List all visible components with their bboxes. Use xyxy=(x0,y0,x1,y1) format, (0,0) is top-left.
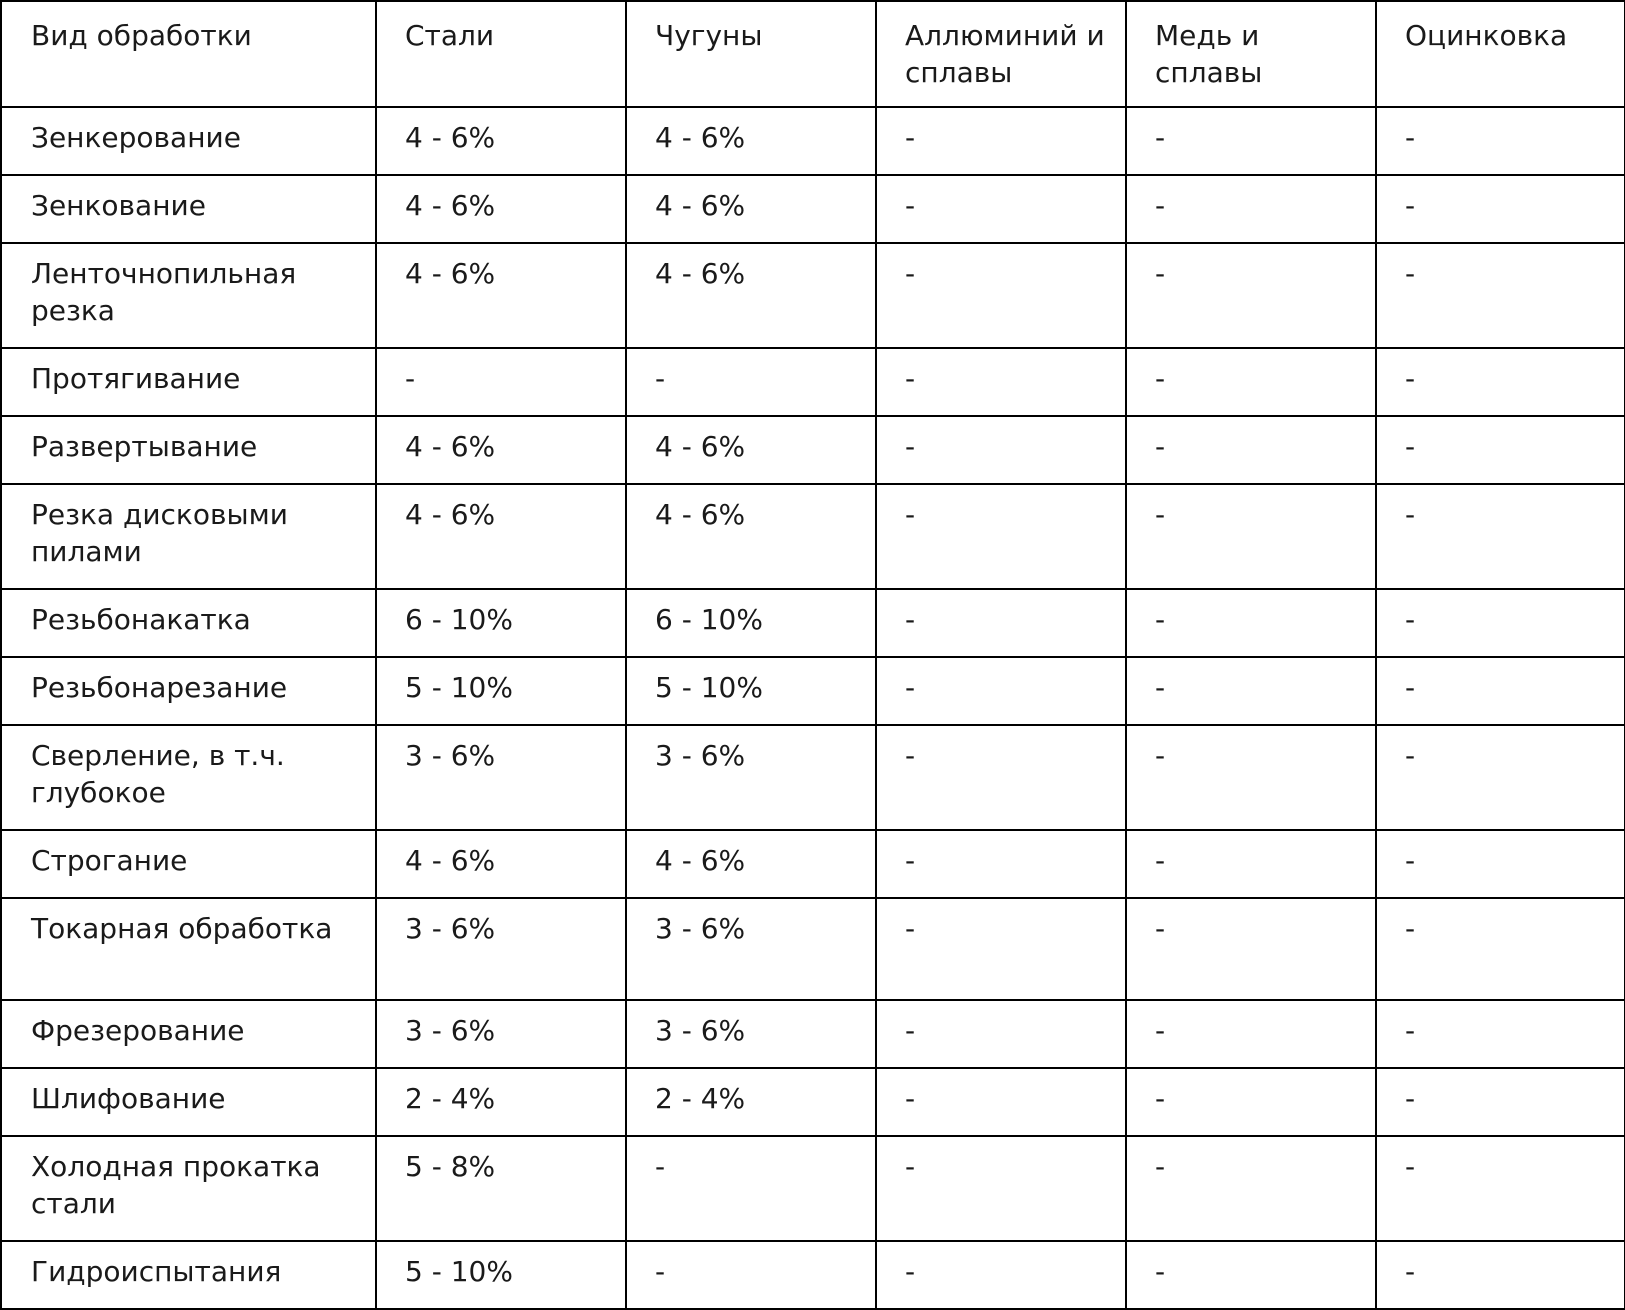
cell-cast-irons: 3 - 6% xyxy=(626,1000,876,1068)
cell-cast-irons: 4 - 6% xyxy=(626,416,876,484)
cell-galvanizing: - xyxy=(1376,1000,1625,1068)
cell-processing-type: Протягивание xyxy=(1,348,376,416)
cell-galvanizing: - xyxy=(1376,657,1625,725)
cell-copper-alloys: - xyxy=(1126,725,1376,830)
cell-copper-alloys: - xyxy=(1126,1241,1376,1309)
cell-processing-type: Строгание xyxy=(1,830,376,898)
table-row xyxy=(1,243,1625,348)
cell-cast-irons: 4 - 6% xyxy=(626,830,876,898)
table-row xyxy=(1,348,1625,416)
cell-copper-alloys: - xyxy=(1126,107,1376,175)
cell-galvanizing: - xyxy=(1376,589,1625,657)
cell-processing-type: Холодная прокатка стали xyxy=(1,1136,376,1241)
table-row xyxy=(1,416,1625,484)
cell-copper-alloys: - xyxy=(1126,830,1376,898)
cell-galvanizing: - xyxy=(1376,1068,1625,1136)
cell-copper-alloys: - xyxy=(1126,416,1376,484)
cell-copper-alloys: - xyxy=(1126,243,1376,348)
cell-aluminium-alloys: - xyxy=(876,830,1126,898)
cell-galvanizing: - xyxy=(1376,107,1625,175)
header-processing-type: Вид обработки xyxy=(1,1,376,107)
header-galvanizing: Оцинковка xyxy=(1376,1,1625,107)
cell-steels: - xyxy=(376,348,626,416)
cell-steels: 6 - 10% xyxy=(376,589,626,657)
cell-copper-alloys: - xyxy=(1126,1068,1376,1136)
cell-processing-type: Сверление, в т.ч. глубокое xyxy=(1,725,376,830)
cell-steels: 4 - 6% xyxy=(376,484,626,589)
table-row xyxy=(1,175,1625,243)
cell-aluminium-alloys: - xyxy=(876,416,1126,484)
cell-aluminium-alloys: - xyxy=(876,243,1126,348)
cell-galvanizing: - xyxy=(1376,898,1625,1000)
cell-aluminium-alloys: - xyxy=(876,898,1126,1000)
table-row xyxy=(1,1068,1625,1136)
cell-steels: 3 - 6% xyxy=(376,898,626,1000)
cell-processing-type: Ленточнопильная резка xyxy=(1,243,376,348)
cell-galvanizing: - xyxy=(1376,416,1625,484)
cell-aluminium-alloys: - xyxy=(876,1000,1126,1068)
cell-cast-irons: 5 - 10% xyxy=(626,657,876,725)
header-aluminium-alloys: Аллюминий и сплавы xyxy=(876,1,1126,107)
cell-steels: 5 - 10% xyxy=(376,657,626,725)
cell-processing-type: Шлифование xyxy=(1,1068,376,1136)
cell-steels: 5 - 10% xyxy=(376,1241,626,1309)
table-row xyxy=(1,1136,1625,1241)
cell-copper-alloys: - xyxy=(1126,1000,1376,1068)
table-row xyxy=(1,484,1625,589)
table-row xyxy=(1,725,1625,830)
cell-processing-type: Развертывание xyxy=(1,416,376,484)
header-copper-alloys: Медь и сплавы xyxy=(1126,1,1376,107)
cell-aluminium-alloys: - xyxy=(876,1241,1126,1309)
table-row xyxy=(1,1000,1625,1068)
table-row xyxy=(1,830,1625,898)
cell-galvanizing: - xyxy=(1376,243,1625,348)
cell-copper-alloys: - xyxy=(1126,175,1376,243)
cell-aluminium-alloys: - xyxy=(876,1136,1126,1241)
table-row xyxy=(1,1241,1625,1309)
header-cast-irons: Чугуны xyxy=(626,1,876,107)
cell-galvanizing: - xyxy=(1376,348,1625,416)
cell-cast-irons: - xyxy=(626,1241,876,1309)
header-row xyxy=(1,1,1625,107)
cell-cast-irons: - xyxy=(626,1136,876,1241)
cell-processing-type: Резьбонарезание xyxy=(1,657,376,725)
cell-processing-type: Гидроиспытания xyxy=(1,1241,376,1309)
cell-aluminium-alloys: - xyxy=(876,657,1126,725)
cell-steels: 4 - 6% xyxy=(376,416,626,484)
cell-steels: 4 - 6% xyxy=(376,830,626,898)
table-row xyxy=(1,657,1625,725)
cell-cast-irons: 4 - 6% xyxy=(626,107,876,175)
cell-galvanizing: - xyxy=(1376,175,1625,243)
cell-galvanizing: - xyxy=(1376,484,1625,589)
cell-cast-irons: 4 - 6% xyxy=(626,484,876,589)
cell-copper-alloys: - xyxy=(1126,657,1376,725)
cell-processing-type: Токарная обработка xyxy=(1,898,376,1000)
cell-processing-type: Зенкерование xyxy=(1,107,376,175)
cell-galvanizing: - xyxy=(1376,1136,1625,1241)
cell-processing-type: Резка дисковыми пилами xyxy=(1,484,376,589)
cell-aluminium-alloys: - xyxy=(876,107,1126,175)
cell-cast-irons: - xyxy=(626,348,876,416)
cell-aluminium-alloys: - xyxy=(876,175,1126,243)
cell-copper-alloys: - xyxy=(1126,589,1376,657)
cell-steels: 5 - 8% xyxy=(376,1136,626,1241)
cell-copper-alloys: - xyxy=(1126,1136,1376,1241)
table-row xyxy=(1,589,1625,657)
table-row xyxy=(1,898,1625,1000)
cell-steels: 2 - 4% xyxy=(376,1068,626,1136)
cell-steels: 4 - 6% xyxy=(376,107,626,175)
cell-copper-alloys: - xyxy=(1126,898,1376,1000)
cell-steels: 3 - 6% xyxy=(376,725,626,830)
cell-copper-alloys: - xyxy=(1126,484,1376,589)
cell-aluminium-alloys: - xyxy=(876,725,1126,830)
cell-galvanizing: - xyxy=(1376,1241,1625,1309)
cell-processing-type: Зенкование xyxy=(1,175,376,243)
cell-aluminium-alloys: - xyxy=(876,1068,1126,1136)
cell-cast-irons: 6 - 10% xyxy=(626,589,876,657)
cell-cast-irons: 2 - 4% xyxy=(626,1068,876,1136)
cell-aluminium-alloys: - xyxy=(876,484,1126,589)
cell-aluminium-alloys: - xyxy=(876,589,1126,657)
cell-processing-type: Резьбонакатка xyxy=(1,589,376,657)
cell-aluminium-alloys: - xyxy=(876,348,1126,416)
cell-steels: 3 - 6% xyxy=(376,1000,626,1068)
cell-steels: 4 - 6% xyxy=(376,175,626,243)
cell-cast-irons: 4 - 6% xyxy=(626,175,876,243)
cell-galvanizing: - xyxy=(1376,830,1625,898)
cell-cast-irons: 3 - 6% xyxy=(626,898,876,1000)
cell-cast-irons: 3 - 6% xyxy=(626,725,876,830)
cell-steels: 4 - 6% xyxy=(376,243,626,348)
cell-cast-irons: 4 - 6% xyxy=(626,243,876,348)
cell-galvanizing: - xyxy=(1376,725,1625,830)
cell-processing-type: Фрезерование xyxy=(1,1000,376,1068)
table-row xyxy=(1,107,1625,175)
header-steels: Стали xyxy=(376,1,626,107)
cell-copper-alloys: - xyxy=(1126,348,1376,416)
